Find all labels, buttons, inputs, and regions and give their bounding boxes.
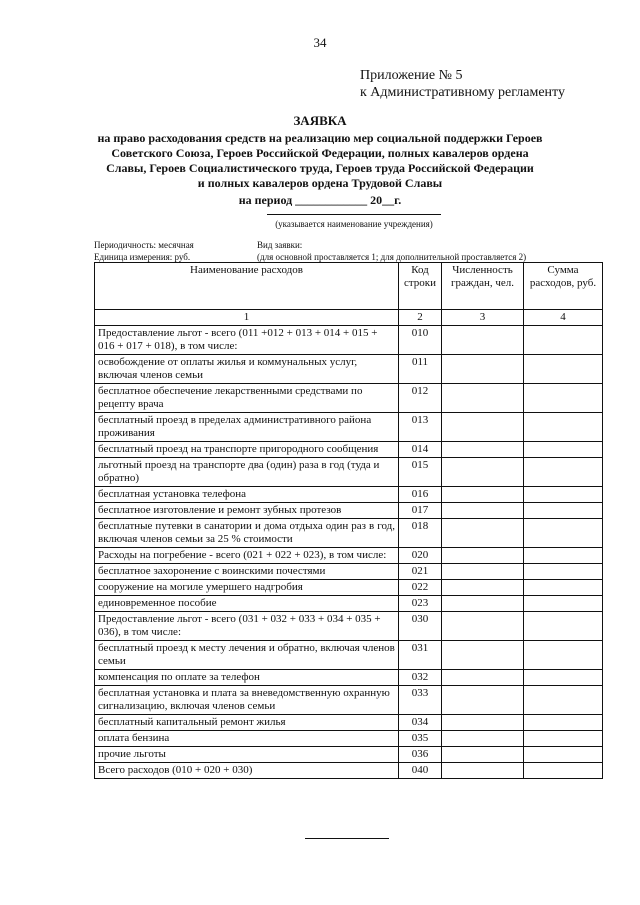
row-code-cell: 020 [399, 548, 442, 564]
expense-name-cell: бесплатное обеспечение лекарственными средствами по рецепту врача [95, 384, 399, 413]
expense-name-cell: бесплатное изготовление и ремонт зубных протезов [95, 503, 399, 519]
table-row [95, 747, 603, 763]
expense-name-cell: бесплатный капитальный ремонт жилья [95, 715, 399, 731]
row-code-cell: 035 [399, 731, 442, 747]
citizens-count-cell [442, 747, 524, 763]
expense-name-cell: оплата бензина [95, 731, 399, 747]
expense-name-cell: бесплатный проезд в пределах административного района проживания [95, 413, 399, 442]
expense-name-cell: прочие льготы [95, 747, 399, 763]
column-number: 3 [442, 310, 524, 326]
request-type-hint: (для основной проставляется 1; для дополнительной проставляется 2) [257, 252, 527, 262]
expense-name-cell: Расходы на погребение - всего (021 + 022 + 023), в том числе: [95, 548, 399, 564]
citizens-count-cell [442, 519, 524, 548]
column-number: 4 [524, 310, 603, 326]
header-row-code: Код строки [399, 263, 442, 310]
expense-name-cell: компенсация по оплате за телефон [95, 670, 399, 686]
expense-name-cell: бесплатная установка и плата за вневедомственную охранную сигнализацию, включая членов семьи [95, 686, 399, 715]
periodicity-label: Периодичность: месячная [94, 240, 194, 250]
citizens-count-cell [442, 612, 524, 641]
expense-name-cell: бесплатный проезд к месту лечения и обратно, включая членов семьи [95, 641, 399, 670]
table-row [95, 413, 603, 442]
expense-name-cell: бесплатный проезд на транспорте пригородного сообщения [95, 442, 399, 458]
expense-sum-cell [524, 519, 603, 548]
expense-name-cell: единовременное пособие [95, 596, 399, 612]
row-code-cell: 013 [399, 413, 442, 442]
table-row [95, 670, 603, 686]
unit-label: Единица измерения: руб. [94, 252, 191, 262]
column-number-row [95, 310, 603, 326]
appendix-reference [360, 67, 565, 101]
row-code-cell: 010 [399, 326, 442, 355]
row-code-cell: 036 [399, 747, 442, 763]
row-code-cell: 016 [399, 487, 442, 503]
expense-name-cell: бесплатная установка телефона [95, 487, 399, 503]
subtitle-line-2: Советского Союза, Героев Российской Федерации, полных кавалеров ордена [111, 146, 529, 160]
expense-name-cell: Всего расходов (010 + 020 + 030) [95, 763, 399, 779]
citizens-count-cell [442, 326, 524, 355]
citizens-count-cell [442, 580, 524, 596]
table-row [95, 442, 603, 458]
row-code-cell: 023 [399, 596, 442, 612]
expense-sum-cell [524, 413, 603, 442]
expense-sum-cell [524, 612, 603, 641]
citizens-count-cell [442, 458, 524, 487]
expense-sum-cell [524, 503, 603, 519]
expense-sum-cell [524, 596, 603, 612]
citizens-count-cell [442, 763, 524, 779]
table-row [95, 519, 603, 548]
header-expense-name: Наименование расходов [95, 263, 399, 310]
institution-hint: (указывается наименование учреждения) [275, 219, 433, 229]
row-code-cell: 021 [399, 564, 442, 580]
table-header-row [95, 263, 603, 310]
expense-name-cell: бесплатные путевки в санатории и дома отдыха один раз в год, включая членов семьи за 25 % стоимости [95, 519, 399, 548]
document-subtitle [80, 131, 560, 191]
expense-sum-cell [524, 641, 603, 670]
table-row [95, 612, 603, 641]
row-code-cell: 012 [399, 384, 442, 413]
expense-sum-cell [524, 564, 603, 580]
page-number: 34 [313, 35, 327, 50]
expense-name-cell: бесплатное захоронение с воинскими почестями [95, 564, 399, 580]
citizens-count-cell [442, 442, 524, 458]
table-row [95, 326, 603, 355]
citizens-count-cell [442, 487, 524, 503]
citizens-count-cell [442, 548, 524, 564]
expense-sum-cell [524, 384, 603, 413]
expense-sum-cell [524, 442, 603, 458]
expense-sum-cell [524, 763, 603, 779]
citizens-count-cell [442, 413, 524, 442]
column-number: 2 [399, 310, 442, 326]
institution-underline [267, 214, 441, 215]
table-row [95, 458, 603, 487]
subtitle-line-1: на право расходования средств на реализацию мер социальной поддержки Героев [97, 131, 543, 145]
table-row [95, 487, 603, 503]
row-code-cell: 032 [399, 670, 442, 686]
request-type-label: Вид заявки: [257, 240, 303, 250]
expense-name-cell: льготный проезд на транспорте два (один) раза в год (туда и обратно) [95, 458, 399, 487]
table-row [95, 715, 603, 731]
expense-sum-cell [524, 548, 603, 564]
row-code-cell: 033 [399, 686, 442, 715]
expense-name-cell: сооружение на могиле умершего надгробия [95, 580, 399, 596]
table-row [95, 384, 603, 413]
citizens-count-cell [442, 564, 524, 580]
citizens-count-cell [442, 596, 524, 612]
table-row [95, 731, 603, 747]
period-line: на период ____________ 20__г. [238, 193, 402, 207]
appendix-line-2: к Административному регламенту [360, 85, 565, 100]
header-citizens-count: Численность граждан, чел. [442, 263, 524, 310]
appendix-line-1: Приложение № 5 [360, 68, 463, 83]
closing-rule [305, 838, 389, 839]
citizens-count-cell [442, 503, 524, 519]
table-row [95, 548, 603, 564]
row-code-cell: 034 [399, 715, 442, 731]
expense-name-cell: Предоставление льгот - всего (031 + 032 + 033 + 034 + 035 + 036), в том числе: [95, 612, 399, 641]
document-title: ЗАЯВКА [293, 113, 347, 128]
expenses-table [94, 262, 603, 779]
expense-sum-cell [524, 747, 603, 763]
expense-sum-cell [524, 458, 603, 487]
expense-sum-cell [524, 686, 603, 715]
table-row [95, 596, 603, 612]
table-body [95, 326, 603, 779]
expense-name-cell: освобождение от оплаты жилья и коммунальных услуг, включая членов семьи [95, 355, 399, 384]
column-number: 1 [95, 310, 399, 326]
row-code-cell: 040 [399, 763, 442, 779]
table-row [95, 503, 603, 519]
row-code-cell: 017 [399, 503, 442, 519]
subtitle-line-3: Славы, Героев Социалистического труда, Героев труда Российской Федерации [106, 161, 534, 175]
row-code-cell: 015 [399, 458, 442, 487]
row-code-cell: 018 [399, 519, 442, 548]
table-row [95, 763, 603, 779]
expense-sum-cell [524, 715, 603, 731]
expense-sum-cell [524, 487, 603, 503]
citizens-count-cell [442, 731, 524, 747]
citizens-count-cell [442, 670, 524, 686]
subtitle-line-4: и полных кавалеров ордена Трудовой Славы [197, 176, 443, 190]
row-code-cell: 011 [399, 355, 442, 384]
row-code-cell: 031 [399, 641, 442, 670]
row-code-cell: 030 [399, 612, 442, 641]
table-row [95, 686, 603, 715]
citizens-count-cell [442, 715, 524, 731]
expense-sum-cell [524, 731, 603, 747]
row-code-cell: 022 [399, 580, 442, 596]
header-expense-sum: Сумма расходов, руб. [524, 263, 603, 310]
citizens-count-cell [442, 384, 524, 413]
expense-sum-cell [524, 670, 603, 686]
citizens-count-cell [442, 641, 524, 670]
table-row [95, 355, 603, 384]
expense-sum-cell [524, 326, 603, 355]
citizens-count-cell [442, 686, 524, 715]
row-code-cell: 014 [399, 442, 442, 458]
table-row [95, 580, 603, 596]
expense-name-cell: Предоставление льгот - всего (011 +012 + 013 + 014 + 015 + 016 + 017 + 018), в том числе: [95, 326, 399, 355]
table-row [95, 641, 603, 670]
citizens-count-cell [442, 355, 524, 384]
table-row [95, 564, 603, 580]
expense-sum-cell [524, 580, 603, 596]
expense-sum-cell [524, 355, 603, 384]
